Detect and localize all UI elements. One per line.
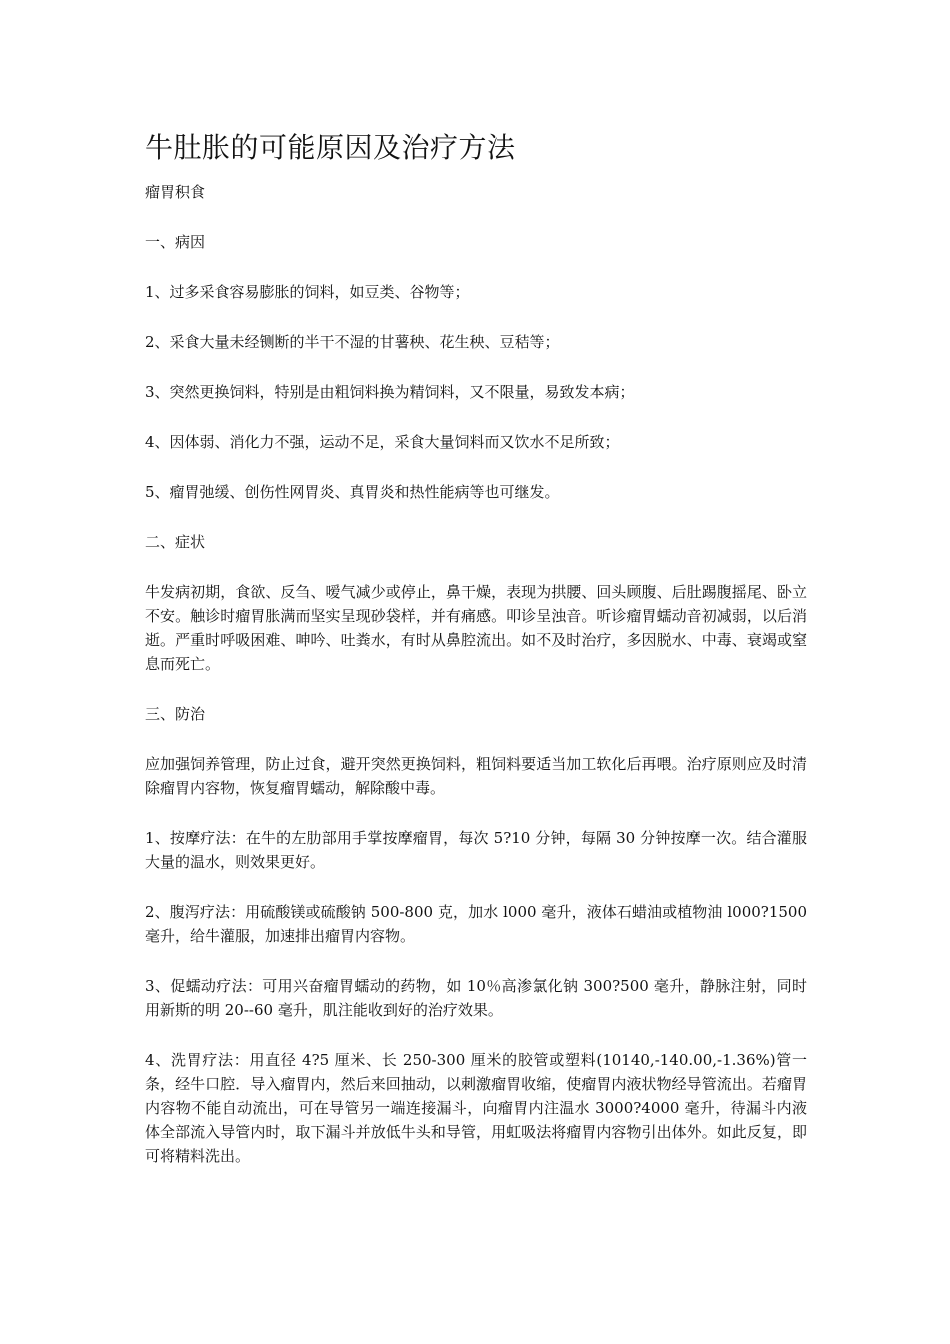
document-title: 牛肚胀的可能原因及治疗方法 — [145, 131, 516, 164]
treatment-intro-paragraph: 应加强饲养管理，防止过食，避开突然更换饲料，粗饲料要适当加工软化后再喂。治疗原则应及时清除瘤胃内容物，恢复瘤胃蠕动，解除酸中毒。 — [145, 755, 807, 797]
symptoms-paragraph: 牛发病初期，食欲、反刍、嗳气减少或停止，鼻干燥，表现为拱腰、回头顾腹、后肚踢腹摇尾、卧立不安。触诊时瘤胃胀满而坚实呈现砂袋样，并有痛感。叩诊呈浊音。听诊瘤胃蠕动音初减弱，以后消逝。严重时呼吸困难、呻吟、吐粪水，有时从鼻腔流出。如不及时治疗，多因脱水、中毒、衰竭或窒息而死亡。 — [145, 583, 807, 673]
cause-item-3: 3、突然更换饲料，特别是由粗饲料换为精饲料，又不限量，易致发本病； — [145, 383, 635, 401]
treatment-item-2: 2、腹泻疗法：用硫酸镁或硫酸钠 500-800 克，加水 l000 毫升，液体石蜡油或植物油 l000?1500 毫升，给牛灌服，加速排出瘤胃内容物。 — [145, 903, 807, 945]
treatment-item-4: 4、洗胃疗法：用直径 4?5 厘米、长 250-300 厘米的胶管或塑料(10140,-140.00,-1.36%)管一条，经牛口腔．导入瘤胃内，然后来回抽动，以刺激瘤胃收缩，使瘤胃内液状物经导管流出。若瘤胃内容物不能自动流出，可在导管另一端连接漏斗，向瘤胃内注温水 3000?4000 毫升，待漏斗内液体全部流入导管内时，取下漏斗并放低牛头和导管，用虹吸法将瘤胃内容物引出体外。如此反复，即可将精料洗出。 — [145, 1051, 807, 1165]
cause-item-2: 2、采食大量未经铡断的半干不湿的甘薯秧、花生秧、豆秸等； — [145, 333, 560, 351]
treatment-item-3: 3、促蠕动疗法：可用兴奋瘤胃蠕动的药物，如 10％高渗氯化钠 300?500 毫升，静脉注射，同时用新斯的明 20--60 毫升，肌注能收到好的治疗效果。 — [145, 977, 807, 1019]
treatment-item-1: 1、按摩疗法：在牛的左肋部用手掌按摩瘤胃，每次 5?10 分钟，每隔 30 分钟按摩一次。结合灌服大量的温水，则效果更好。 — [145, 829, 807, 871]
cause-item-4: 4、因体弱、消化力不强，运动不足，采食大量饲料而又饮水不足所致； — [145, 433, 620, 451]
section-heading-symptoms: 二、症状 — [145, 533, 206, 551]
cause-item-1: 1、过多采食容易膨胀的饲料，如豆类、谷物等； — [145, 283, 470, 301]
section-heading-cause: 一、病因 — [145, 233, 206, 251]
section-subtitle: 瘤胃积食 — [145, 183, 206, 201]
cause-item-5: 5、瘤胃弛缓、创伤性网胃炎、真胃炎和热性能病等也可继发。 — [145, 483, 560, 501]
document-body — [145, 128, 807, 1194]
section-heading-treatment: 三、防治 — [145, 705, 206, 723]
